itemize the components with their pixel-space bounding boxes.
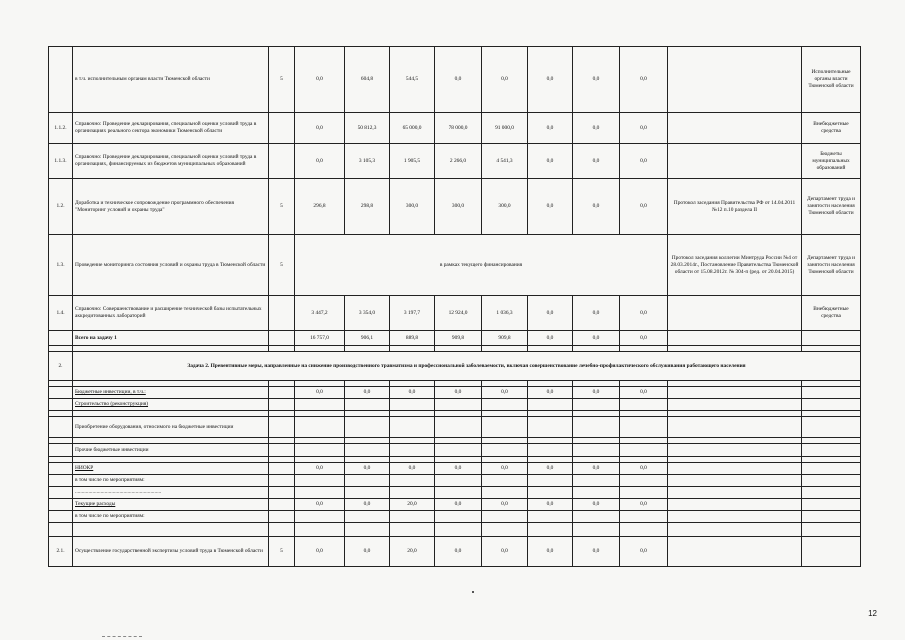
row-col: 5 — [269, 235, 295, 296]
value-cell: 0,0 — [620, 113, 668, 144]
value-cell: 0,0 — [390, 387, 435, 399]
value-cell: 0,0 — [482, 387, 528, 399]
value-cell: 906,1 — [345, 331, 390, 346]
row-col — [269, 331, 295, 346]
value-cell: 0,0 — [528, 499, 573, 511]
scan-artifact-line — [102, 636, 142, 638]
value-cell: 0,0 — [482, 499, 528, 511]
row-text: Справочно: Проведение декларирования, специальной оценки условий труда в организациях реального сектора экономики Тюменской области — [73, 113, 269, 144]
value-cell: 0,0 — [573, 47, 620, 113]
table-row — [49, 179, 861, 235]
value-cell: 909,8 — [482, 331, 528, 346]
value-cell: 0,0 — [528, 331, 573, 346]
note-cell — [668, 296, 802, 331]
value-cell: 78 000,0 — [435, 113, 482, 144]
program-table-frame — [48, 46, 860, 572]
value-cell: 0,0 — [295, 387, 345, 399]
merged-financing-cell: в рамках текущего финансирования — [295, 235, 668, 296]
value-cell: 0,0 — [573, 331, 620, 346]
value-cell: 0,0 — [620, 47, 668, 113]
note-cell: Протокол заседания Правительства РФ от 14.04.2011 №12 п.10 раздела II — [668, 179, 802, 235]
value-cell: 0,0 — [573, 144, 620, 179]
row-col — [269, 144, 295, 179]
table-row — [49, 511, 861, 523]
value-cell: 0,0 — [620, 179, 668, 235]
row-code: 1.1.2. — [49, 113, 73, 144]
row-text: Строительство (реконструкция) — [73, 399, 269, 411]
value-cell: 544,5 — [390, 47, 435, 113]
value-cell: 12 924,0 — [435, 296, 482, 331]
row-col — [269, 113, 295, 144]
value-cell: 0,0 — [620, 537, 668, 567]
value-cell: 0,0 — [528, 387, 573, 399]
value-cell: 296,8 — [295, 179, 345, 235]
value-cell: 0,0 — [620, 387, 668, 399]
row-code: 2. — [49, 352, 73, 381]
value-cell: 0,0 — [345, 499, 390, 511]
value-cell: 3 447,2 — [295, 296, 345, 331]
value-cell: 0,0 — [528, 144, 573, 179]
value-cell: 0,0 — [435, 463, 482, 475]
value-cell: 909,8 — [435, 331, 482, 346]
value-cell: 0,0 — [528, 179, 573, 235]
task-heading-row — [49, 352, 861, 381]
value-cell: 0,0 — [528, 537, 573, 567]
row-code — [49, 331, 73, 346]
value-cell: 0,0 — [482, 47, 528, 113]
row-text: Приобретение оборудования, относимого на бюджетные инвестиции — [73, 417, 269, 438]
note-cell — [668, 113, 802, 144]
executor-cell: Департамент труда и занятости населения Тюменской области — [802, 179, 861, 235]
row-text: Текущие расходы — [73, 499, 269, 511]
row-text: Справочно: Совершенствование и расширение технической базы испытательных аккредитованных лабораторий — [73, 296, 269, 331]
value-cell: 65 000,0 — [390, 113, 435, 144]
row-code: 1.3. — [49, 235, 73, 296]
value-cell: 0,0 — [295, 463, 345, 475]
table-row — [49, 47, 861, 113]
value-cell: 300,0 — [435, 179, 482, 235]
table-row — [49, 296, 861, 331]
scan-dot — [472, 591, 474, 593]
value-cell: 0,0 — [528, 463, 573, 475]
executor-cell: Департамент труда и занятости населения Тюменской области — [802, 235, 861, 296]
value-cell: 1 905,5 — [390, 144, 435, 179]
value-cell: 91 000,0 — [482, 113, 528, 144]
row-text: Проведение мониторинга состояния условий и охраны труда в Тюменской области — [73, 235, 269, 296]
table-row — [49, 499, 861, 511]
note-cell — [668, 331, 802, 346]
value-cell: 4 541,3 — [482, 144, 528, 179]
value-cell: 0,0 — [620, 331, 668, 346]
value-cell: 0,0 — [295, 144, 345, 179]
note-cell — [668, 47, 802, 113]
table-row — [49, 399, 861, 411]
value-cell: 300,0 — [390, 179, 435, 235]
value-cell: 0,0 — [345, 463, 390, 475]
page-number: 12 — [868, 609, 877, 618]
value-cell: 0,0 — [435, 387, 482, 399]
executor-cell — [802, 331, 861, 346]
table-row — [49, 444, 861, 457]
row-text: ................................................................ — [73, 487, 269, 499]
value-cell: 0,0 — [482, 463, 528, 475]
table-row — [49, 463, 861, 475]
value-cell: 0,0 — [295, 47, 345, 113]
value-cell: 0,0 — [528, 296, 573, 331]
value-cell: 298,8 — [345, 179, 390, 235]
value-cell: 604,8 — [345, 47, 390, 113]
row-col: 5 — [269, 537, 295, 567]
executor-cell: Бюджеты муниципальных образований — [802, 144, 861, 179]
value-cell: 1 036,3 — [482, 296, 528, 331]
table-row — [49, 523, 861, 537]
value-cell: 0,0 — [573, 463, 620, 475]
task-2-heading: Задача 2. Превентивные меры, направленные на снижение производственного травматизма и профессиональной заболеваемости, включая совершенствование лечебно-профилактического обслуживания работающего населения — [73, 352, 861, 381]
table-row — [49, 487, 861, 499]
value-cell: 0,0 — [435, 537, 482, 567]
value-cell: 300,0 — [482, 179, 528, 235]
table-row — [49, 475, 861, 487]
row-text: в том числе по мероприятиям: — [73, 511, 269, 523]
value-cell: 0,0 — [620, 499, 668, 511]
row-col: 5 — [269, 47, 295, 113]
row-code: 2.1. — [49, 537, 73, 567]
value-cell: 0,0 — [295, 499, 345, 511]
value-cell: 50 812,3 — [345, 113, 390, 144]
value-cell: 0,0 — [620, 463, 668, 475]
table-row — [49, 113, 861, 144]
value-cell: 16 757,0 — [295, 331, 345, 346]
value-cell: 0,0 — [620, 296, 668, 331]
value-cell: 889,8 — [390, 331, 435, 346]
value-cell: 0,0 — [435, 499, 482, 511]
table-row — [49, 235, 861, 296]
row-code — [49, 47, 73, 113]
value-cell: 0,0 — [573, 179, 620, 235]
row-col — [269, 296, 295, 331]
table-row — [49, 537, 861, 567]
table-row — [49, 144, 861, 179]
value-cell: 20,0 — [390, 499, 435, 511]
value-cell: 0,0 — [528, 47, 573, 113]
value-cell: 0,0 — [482, 537, 528, 567]
note-cell: Протокол заседания коллегии Минтруда России №4 от 28.03.2014г., Постановление Правительства Тюменской области от 15.08.2012г. № 304-п (ред. от 20.04.2015) — [668, 235, 802, 296]
row-text: в том числе по мероприятиям: — [73, 475, 269, 487]
value-cell: 0,0 — [435, 47, 482, 113]
table-row — [49, 417, 861, 438]
value-cell: 3 354,0 — [345, 296, 390, 331]
value-cell: 0,0 — [620, 144, 668, 179]
row-text: Доработка и техническое сопровождение программного обеспечения "Мониторинг условий и охраны труда" — [73, 179, 269, 235]
value-cell: 0,0 — [573, 387, 620, 399]
value-cell: 20,0 — [390, 537, 435, 567]
value-cell: 0,0 — [295, 537, 345, 567]
row-text: Прочие бюджетные инвестиции — [73, 444, 269, 457]
value-cell: 0,0 — [295, 113, 345, 144]
row-text: Всего на задачу 1 — [73, 331, 269, 346]
row-text: Бюджетные инвестиции, в т.ч.: — [73, 387, 269, 399]
executor-cell: Внебюджетные средства — [802, 296, 861, 331]
value-cell: 2 266,0 — [435, 144, 482, 179]
value-cell: 0,0 — [390, 463, 435, 475]
executor-cell: Исполнительные органы власти Тюменской области — [802, 47, 861, 113]
row-text: Осуществление государственной экспертизы условий труда в Тюменской области — [73, 537, 269, 567]
value-cell: 3 197,7 — [390, 296, 435, 331]
value-cell: 0,0 — [345, 387, 390, 399]
value-cell: 0,0 — [573, 537, 620, 567]
program-measures-table — [48, 46, 861, 567]
table-row — [49, 387, 861, 399]
value-cell: 0,0 — [573, 296, 620, 331]
value-cell: 0,0 — [345, 537, 390, 567]
row-col: 5 — [269, 179, 295, 235]
row-code: 1.4. — [49, 296, 73, 331]
value-cell: 3 105,3 — [345, 144, 390, 179]
row-code: 1.1.3. — [49, 144, 73, 179]
row-text: в т.ч. исполнительным органам власти Тюменской области — [73, 47, 269, 113]
row-code: 1.2. — [49, 179, 73, 235]
value-cell: 0,0 — [573, 113, 620, 144]
note-cell — [668, 144, 802, 179]
total-row — [49, 331, 861, 346]
row-text: Справочно: Проведение декларирования, специальной оценки условий труда в организациях, финансируемых из бюджетов муниципальных образований — [73, 144, 269, 179]
executor-cell: Внебюджетные средства — [802, 113, 861, 144]
row-text: НИОКР — [73, 463, 269, 475]
value-cell: 0,0 — [528, 113, 573, 144]
value-cell: 0,0 — [573, 499, 620, 511]
